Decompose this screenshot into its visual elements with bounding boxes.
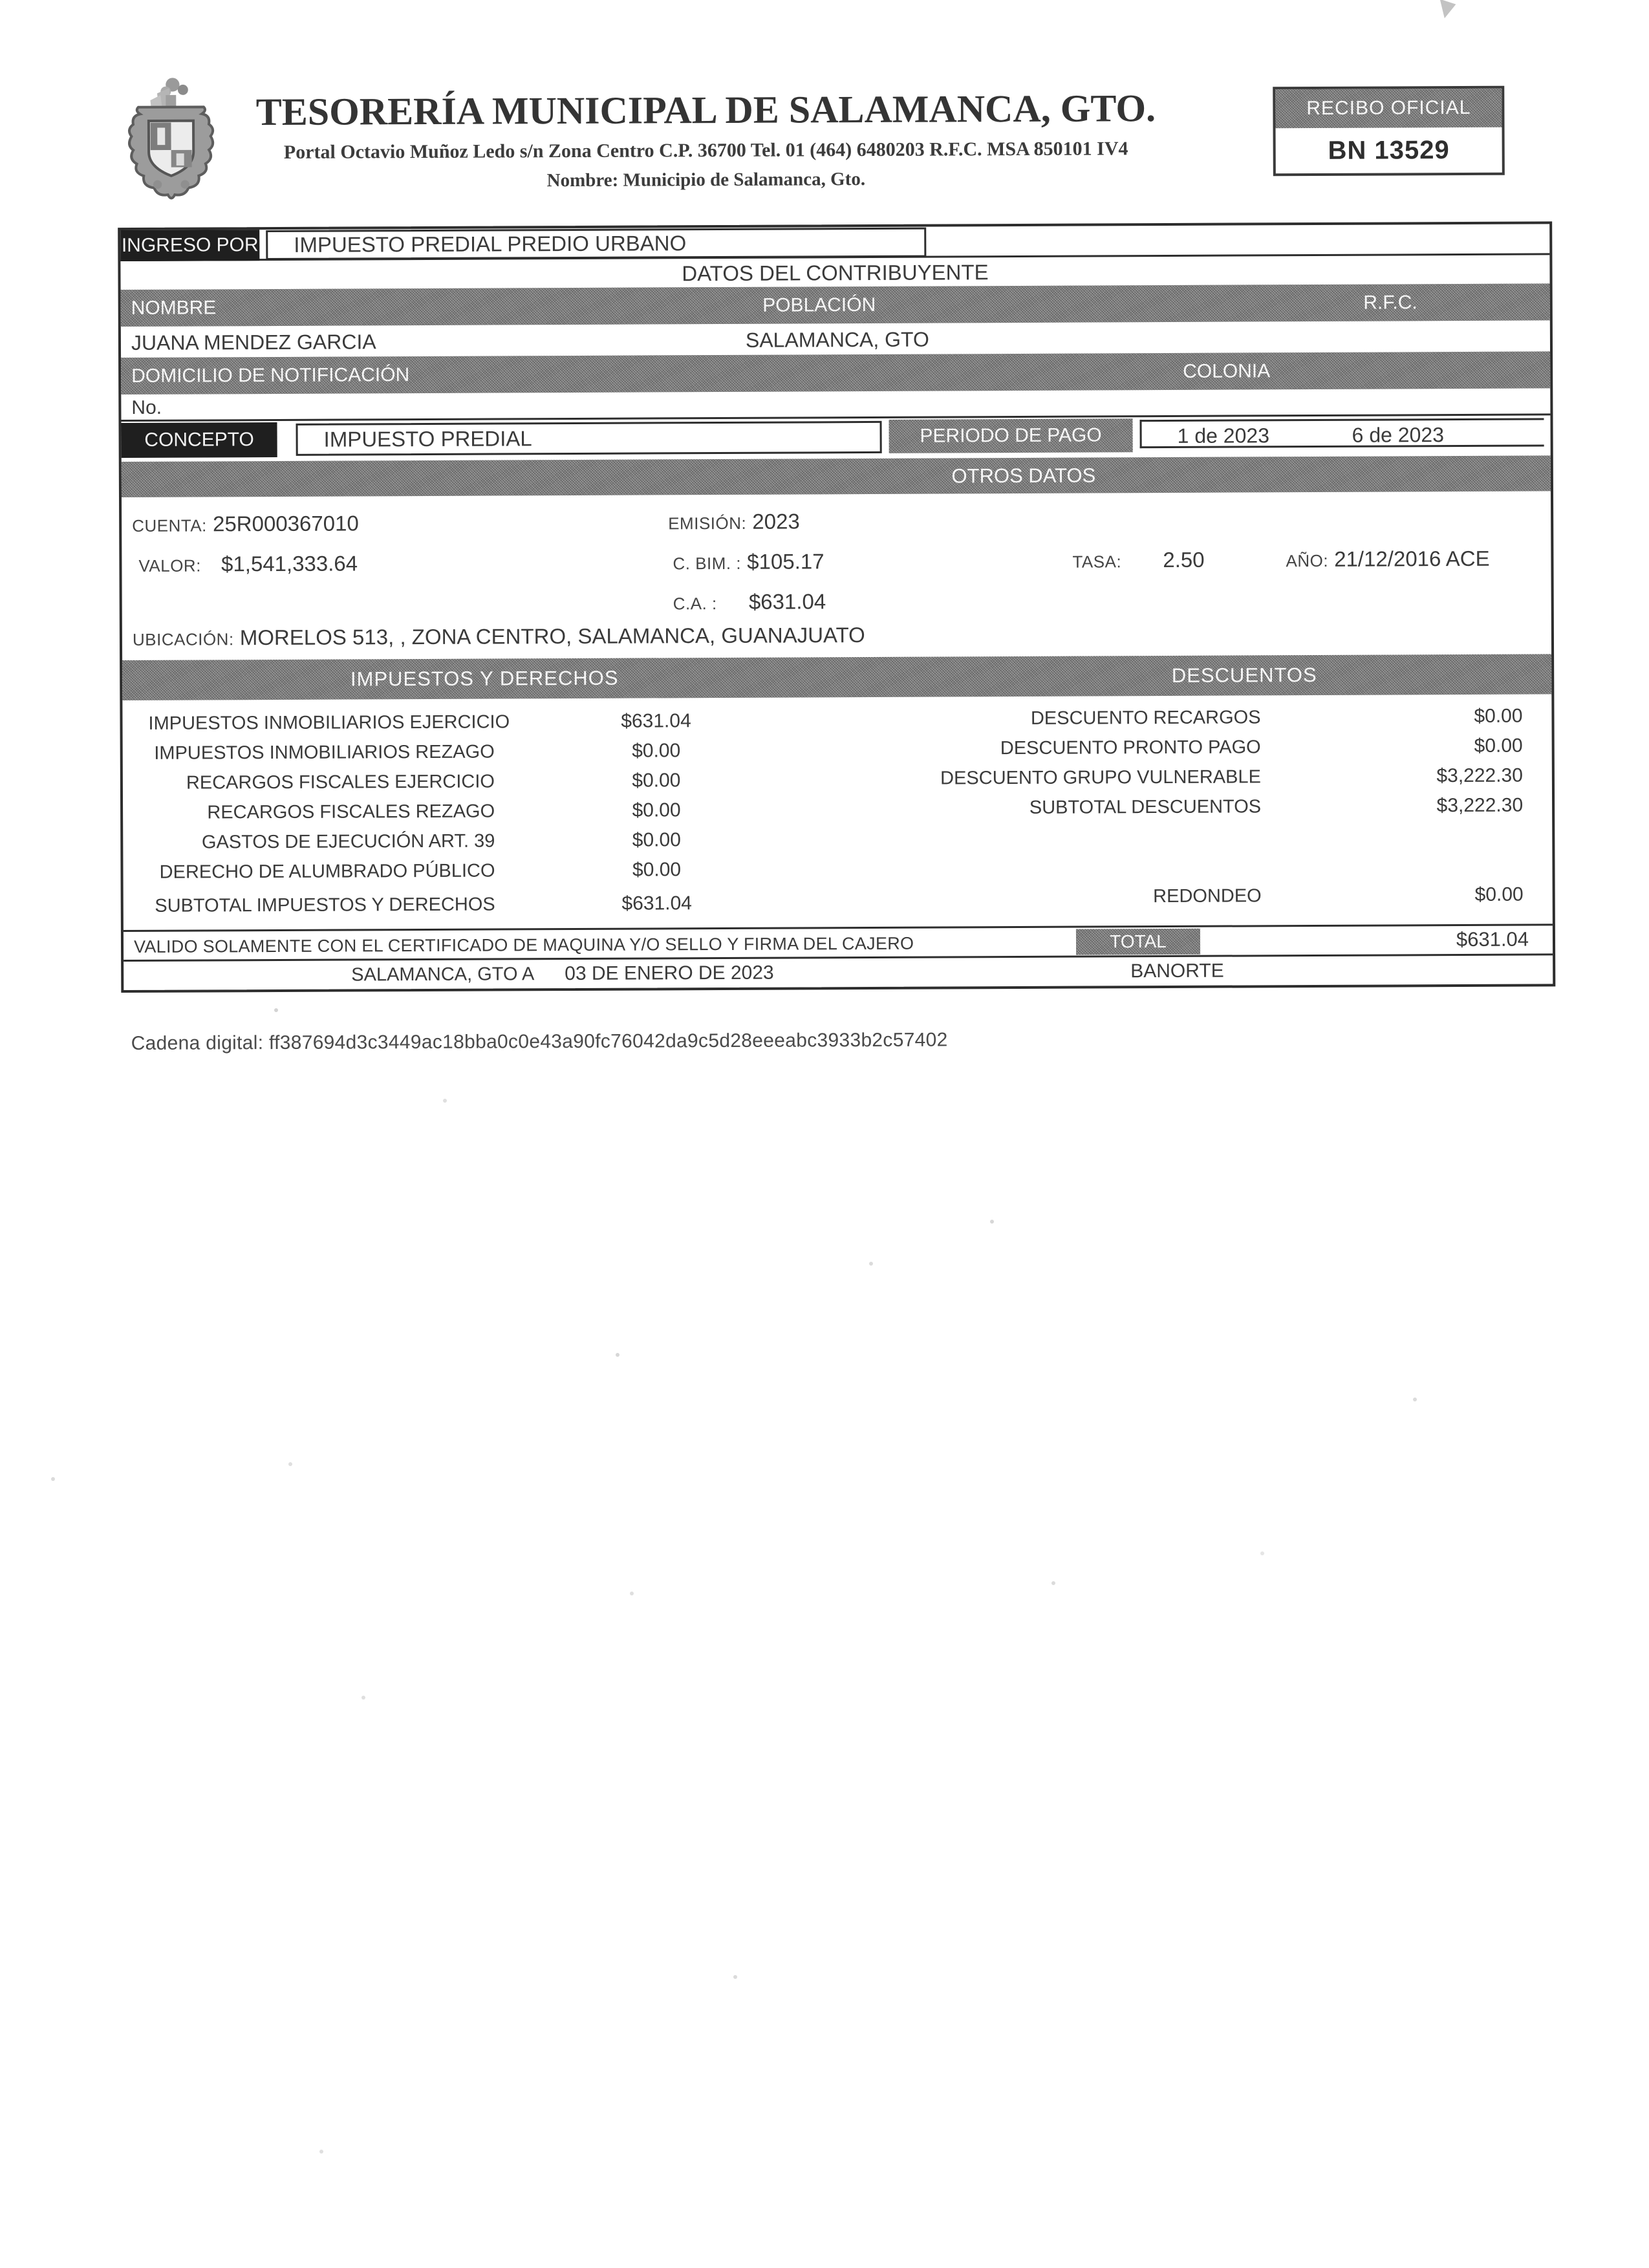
domicilio-header: DOMICILIO DE NOTIFICACIÓN xyxy=(131,364,410,387)
nombre-header: NOMBRE xyxy=(131,297,217,319)
numero-row: No. xyxy=(121,388,1550,422)
ano-value: 21/12/2016 ACE xyxy=(1334,546,1490,571)
cuenta-label: CUENTA: xyxy=(132,515,207,535)
cuenta-field xyxy=(132,512,359,536)
redondeo-row xyxy=(822,882,1524,911)
fecha-emision: 03 DE ENERO DE 2023 xyxy=(565,962,774,985)
descuento-row xyxy=(821,793,1523,822)
total-label: TOTAL xyxy=(1076,929,1200,955)
rfc-header: R.F.C. xyxy=(1363,292,1417,314)
lugar-emision: SALAMANCA, GTO A xyxy=(351,964,535,986)
otros-datos-title: OTROS DATOS xyxy=(951,464,1096,488)
impuesto-value: $631.04 xyxy=(621,892,693,914)
cuenta-value: 25R000367010 xyxy=(212,511,359,536)
periodo-de-pago-label: PERIODO DE PAGO xyxy=(889,418,1132,453)
tasa-value: 2.50 xyxy=(1163,547,1205,572)
descuento-row xyxy=(821,763,1523,792)
contribuyente-nombre: JUANA MENDEZ GARCIA xyxy=(131,330,376,354)
charges-table-body xyxy=(122,694,1553,932)
ubicacion-field xyxy=(133,623,865,650)
cbim-value: $105.17 xyxy=(747,549,824,574)
section-title-contribuyente: DATOS DEL CONTRIBUYENTE xyxy=(682,260,989,286)
tasa-label: TASA: xyxy=(1072,552,1122,572)
impuesto-value: $631.04 xyxy=(621,710,691,732)
agency-title: TESORERÍA MUNICIPAL DE SALAMANCA, GTO. xyxy=(255,87,1156,134)
otros-datos-content xyxy=(122,491,1551,660)
descuento-label: DESCUENTO RECARGOS xyxy=(1030,707,1261,729)
valor-field xyxy=(138,552,358,576)
banco-receptor: BANORTE xyxy=(1130,960,1224,982)
valor-value: $1,541,333.64 xyxy=(221,551,358,576)
cbim-label: C. BIM. : xyxy=(673,553,742,574)
impuesto-label: IMPUESTOS INMOBILIARIOS REZAGO xyxy=(154,741,495,764)
ca-label: C.A. : xyxy=(673,594,717,614)
colonia-header: COLONIA xyxy=(1183,360,1271,382)
charges-header-band xyxy=(122,654,1551,700)
ca-value: $631.04 xyxy=(748,589,826,614)
emision-label: EMISIÓN: xyxy=(668,513,747,534)
ingreso-por-label: INGRESO POR xyxy=(120,230,259,261)
impuesto-label: RECARGOS FISCALES EJERCICIO xyxy=(186,771,495,794)
descuento-value: $3,222.30 xyxy=(1436,764,1523,787)
impuesto-value: $0.00 xyxy=(632,770,681,792)
cbim-field xyxy=(673,550,824,574)
tasa-field xyxy=(1072,548,1204,572)
descuento-label: DESCUENTO PRONTO PAGO xyxy=(1000,737,1261,759)
periodo-dates-box xyxy=(1139,418,1544,448)
domicilio-header-band xyxy=(121,351,1550,394)
cadena-digital-value: ff387694d3c3449ac18bba0c0e43a90fc76042da9c5d28eeeabc3933b2c57402 xyxy=(268,1029,948,1054)
ubicacion-label: UBICACIÓN: xyxy=(132,629,234,649)
descuento-value: $3,222.30 xyxy=(1436,794,1524,817)
redondeo-label: REDONDEO xyxy=(1153,885,1262,907)
impuesto-label: GASTOS DE EJECUCIÓN ART. 39 xyxy=(201,830,495,853)
valor-label: VALOR: xyxy=(138,556,201,576)
impuesto-label: SUBTOTAL IMPUESTOS Y DERECHOS xyxy=(155,894,495,916)
contribuyente-poblacion: SALAMANCA, GTO xyxy=(745,327,929,352)
descuento-value: $0.00 xyxy=(1474,705,1523,727)
poblacion-header: POBLACIÓN xyxy=(762,294,876,316)
emision-value: 2023 xyxy=(752,509,800,534)
emision-field xyxy=(668,510,800,534)
fecha-banco-row xyxy=(124,955,1553,990)
impuesto-value: $0.00 xyxy=(632,859,682,881)
contribuyente-header-band xyxy=(121,283,1550,327)
impuesto-label: IMPUESTOS INMOBILIARIOS EJERCICIO xyxy=(148,711,510,734)
impuesto-label: RECARGOS FISCALES REZAGO xyxy=(207,801,495,823)
periodo-desde: 1 de 2023 xyxy=(1177,424,1270,448)
otros-datos-band xyxy=(122,455,1551,497)
impuesto-value: $0.00 xyxy=(632,829,681,851)
ingreso-por-value: IMPUESTO PREDIAL PREDIO URBANO xyxy=(266,228,926,260)
impuesto-value: $0.00 xyxy=(632,740,681,762)
ca-field xyxy=(673,590,826,614)
descuentos-header: DESCUENTOS xyxy=(1171,663,1317,687)
ano-field xyxy=(1286,547,1489,571)
receipt-table xyxy=(118,221,1555,993)
official-receipt-box xyxy=(1273,86,1505,177)
total-value: $631.04 xyxy=(1456,927,1529,951)
concepto-label: CONCEPTO xyxy=(121,422,277,458)
concepto-value: IMPUESTO PREDIAL xyxy=(296,421,881,456)
leyenda-validacion: VALIDO SOLAMENTE CON EL CERTIFICADO DE MAQUINA Y/O SELLO Y FIRMA DEL CAJERO xyxy=(133,933,914,956)
receipt-box-label: RECIBO OFICIAL xyxy=(1275,89,1502,129)
agency-address: Portal Octavio Muñoz Ledo s/n Zona Centro C.P. 36700 Tel. 01 (464) 6480203 R.F.C. MSA 850101 IV4 xyxy=(283,138,1128,163)
redondeo-value: $0.00 xyxy=(1474,883,1524,905)
cadena-digital-line xyxy=(131,1029,948,1055)
descuento-label: SUBTOTAL DESCUENTOS xyxy=(1029,796,1262,818)
impuesto-row xyxy=(148,708,762,737)
concepto-row xyxy=(121,415,1550,462)
ano-label: AÑO: xyxy=(1286,550,1329,571)
impuesto-row xyxy=(149,797,763,826)
impuesto-label: DERECHO DE ALUMBRADO PÚBLICO xyxy=(159,860,495,883)
impuesto-row xyxy=(149,857,763,885)
descuento-value: $0.00 xyxy=(1474,735,1523,757)
periodo-hasta: 6 de 2023 xyxy=(1352,423,1445,447)
impuesto-row xyxy=(149,891,764,919)
agency-name-line: Nombre: Municipio de Salamanca, Gto. xyxy=(546,169,866,191)
descuento-row xyxy=(821,704,1522,733)
impuesto-row xyxy=(149,827,763,856)
descuento-row xyxy=(821,733,1523,762)
ubicacion-value: MORELOS 513, , ZONA CENTRO, SALAMANCA, GUANAJUATO xyxy=(239,623,865,650)
impuesto-row xyxy=(149,738,763,766)
header-block xyxy=(217,87,1194,193)
impuesto-value: $0.00 xyxy=(632,799,681,821)
impuesto-row xyxy=(149,768,763,796)
cadena-digital-label: Cadena digital: xyxy=(131,1032,264,1054)
impuestos-y-derechos-header: IMPUESTOS Y DERECHOS xyxy=(350,666,619,691)
receipt-number: BN 13529 xyxy=(1328,136,1450,165)
municipal-coat-of-arms-icon xyxy=(119,76,223,212)
descuento-label: DESCUENTO GRUPO VULNERABLE xyxy=(940,766,1261,789)
